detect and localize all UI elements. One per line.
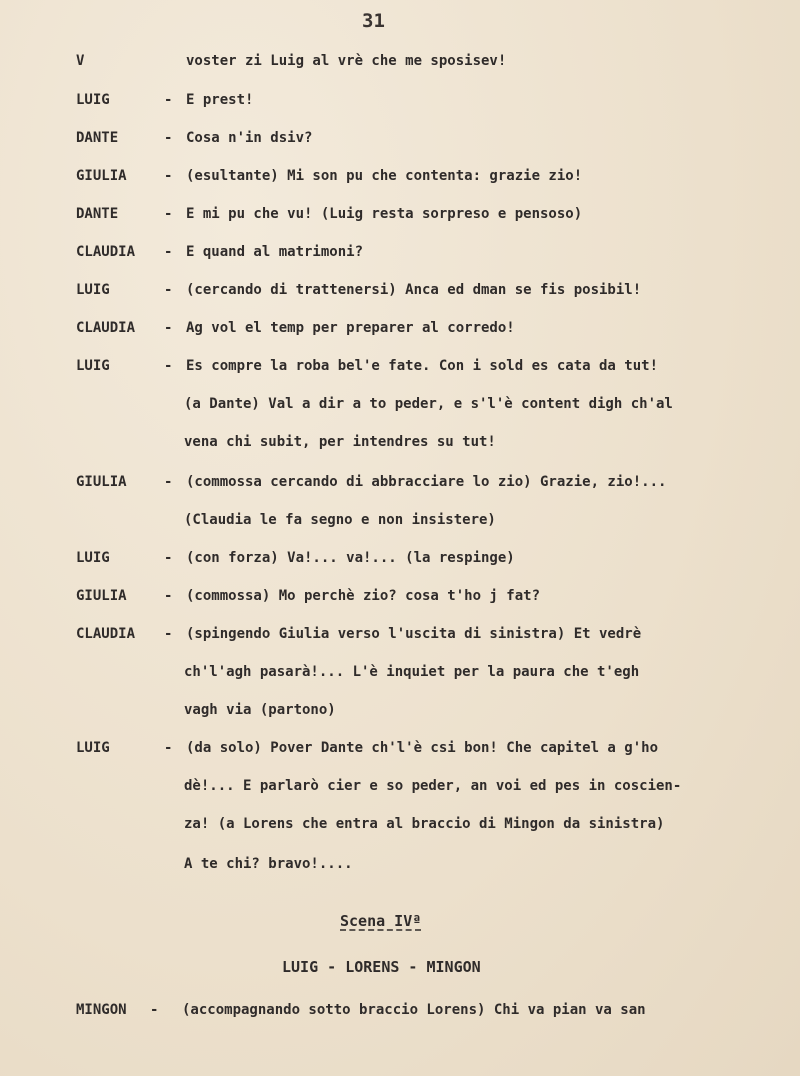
speaker-dash: -	[164, 282, 173, 298]
speaker-name: LUIG	[76, 282, 110, 298]
script-line	[0, 47, 800, 75]
script-line	[0, 86, 800, 114]
speaker-dash: -	[164, 206, 173, 222]
scene-title: Scena IVª	[340, 912, 422, 930]
speaker-dash: -	[164, 474, 173, 490]
script-line	[0, 996, 800, 1024]
dialogue-text: (cercando di trattenersi) Anca ed dman se fis posibil!	[186, 282, 642, 298]
script-line	[0, 810, 800, 838]
dialogue-text: ch'l'agh pasarà!... L'è inquiet per la paura che t'egh	[184, 664, 640, 680]
speaker-name: GIULIA	[76, 474, 127, 490]
speaker-name: DANTE	[76, 130, 119, 146]
dialogue-text: E quand al matrimoni?	[186, 244, 364, 260]
script-line	[0, 850, 800, 878]
speaker-dash: -	[150, 1002, 159, 1018]
speaker-name: GIULIA	[76, 168, 127, 184]
script-line	[0, 582, 800, 610]
script-line	[0, 468, 800, 496]
dialogue-text: (a Dante) Val a dir a to peder, e s'l'è content digh ch'al	[184, 396, 673, 412]
speaker-name: LUIG	[76, 740, 110, 756]
dialogue-text: vagh via (partono)	[184, 702, 336, 718]
dialogue-text: E mi pu che vu! (Luig resta sorpreso e pensoso)	[186, 206, 583, 222]
script-line	[0, 238, 800, 266]
dialogue-text: (accompagnando sotto braccio Lorens) Chi va pian va san	[182, 1002, 646, 1018]
dialogue-text: dè!... E parlarò cier e so peder, an voi ed pes in coscien-	[184, 778, 682, 794]
speaker-dash: -	[164, 168, 173, 184]
speaker-name: LUIG	[76, 92, 110, 108]
dialogue-text: (Claudia le fa segno e non insistere)	[184, 512, 496, 528]
script-line	[0, 428, 800, 456]
scene-characters: LUIG - LORENS - MINGON	[282, 958, 481, 976]
speaker-dash: -	[164, 92, 173, 108]
dialogue-text: Es compre la roba bel'e fate. Con i sold es cata da tut!	[186, 358, 659, 374]
dialogue-text: (commossa) Mo perchè zio? cosa t'ho j fat?	[186, 588, 541, 604]
dialogue-text: voster zi Luig al vrè che me sposisev!	[186, 53, 507, 69]
speaker-dash: -	[164, 320, 173, 336]
dialogue-text: (commossa cercando di abbracciare lo zio) Grazie, zio!...	[186, 474, 667, 490]
speaker-name: GIULIA	[76, 588, 127, 604]
dialogue-text: (da solo) Pover Dante ch'l'è csi bon! Che capitel a g'ho	[186, 740, 659, 756]
dialogue-text: (spingendo Giulia verso l'uscita di sinistra) Et vedrè	[186, 626, 642, 642]
script-line	[0, 390, 800, 418]
speaker-name: DANTE	[76, 206, 119, 222]
script-line	[0, 696, 800, 724]
speaker-name: V	[76, 53, 85, 69]
speaker-name: CLAUDIA	[76, 320, 136, 336]
dialogue-text: Cosa n'in dsiv?	[186, 130, 313, 146]
speaker-dash: -	[164, 740, 173, 756]
speaker-dash: -	[164, 358, 173, 374]
script-line	[0, 772, 800, 800]
script-line	[0, 314, 800, 342]
script-line	[0, 200, 800, 228]
speaker-name: LUIG	[76, 358, 110, 374]
script-line	[0, 506, 800, 534]
dialogue-text: A te chi? bravo!....	[184, 856, 353, 872]
speaker-dash: -	[164, 588, 173, 604]
script-line	[0, 276, 800, 304]
page-number: 31	[362, 10, 385, 32]
speaker-name: CLAUDIA	[76, 244, 136, 260]
speaker-name: CLAUDIA	[76, 626, 136, 642]
script-line	[0, 620, 800, 648]
script-line	[0, 658, 800, 686]
dialogue-text: za! (a Lorens che entra al braccio di Mingon da sinistra)	[184, 816, 665, 832]
dialogue-text: Ag vol el temp per preparer al corredo!	[186, 320, 515, 336]
dialogue-text: vena chi subit, per intendres su tut!	[184, 434, 496, 450]
script-line	[0, 124, 800, 152]
script-line	[0, 352, 800, 380]
speaker-dash: -	[164, 550, 173, 566]
speaker-name: LUIG	[76, 550, 110, 566]
dialogue-text: (con forza) Va!... va!... (la respinge)	[186, 550, 515, 566]
script-line	[0, 734, 800, 762]
speaker-name: MINGON	[76, 1002, 127, 1018]
dialogue-text: E prest!	[186, 92, 254, 108]
speaker-dash: -	[164, 626, 173, 642]
script-line	[0, 162, 800, 190]
dialogue-text: (esultante) Mi son pu che contenta: grazie zio!	[186, 168, 583, 184]
speaker-dash: -	[164, 244, 173, 260]
script-line	[0, 544, 800, 572]
speaker-dash: -	[164, 130, 173, 146]
